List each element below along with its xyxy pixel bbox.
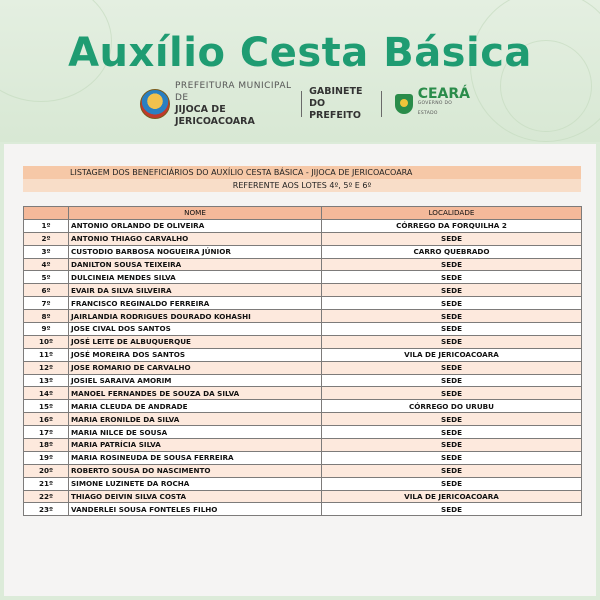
table-row <box>24 271 582 284</box>
table-row <box>24 297 582 310</box>
beneficiary-localidade: SEDE <box>322 297 582 310</box>
gabinete-line2: PREFEITO <box>309 110 361 121</box>
table-row <box>24 284 582 297</box>
beneficiary-name: JOSIEL SARAIVA AMORIM <box>69 374 322 387</box>
page-title: Auxílio Cesta Básica <box>68 30 532 76</box>
row-number: 6º <box>24 284 69 297</box>
row-number: 12º <box>24 361 69 374</box>
row-number: 1º <box>24 219 69 232</box>
beneficiary-name: DULCINEIA MENDES SILVA <box>69 271 322 284</box>
row-number: 23º <box>24 503 69 516</box>
column-header-localidade: LOCALIDADE <box>322 207 582 220</box>
row-number: 4º <box>24 258 69 271</box>
row-number: 3º <box>24 245 69 258</box>
column-header-nome: NOME <box>69 207 322 220</box>
row-number: 14º <box>24 387 69 400</box>
beneficiary-localidade: CÓRREGO DA FORQUILHA 2 <box>322 219 582 232</box>
table-header-row <box>24 207 582 220</box>
beneficiary-name: MARIA ERONILDE DA SILVA <box>69 413 322 426</box>
logo-divider <box>381 91 382 117</box>
table-row <box>24 503 582 516</box>
table-row <box>24 232 582 245</box>
beneficiary-name: EVAIR DA SILVA SILVEIRA <box>69 284 322 297</box>
column-header-number <box>24 207 69 220</box>
beneficiary-name: SIMONE LUZINETE DA ROCHA <box>69 477 322 490</box>
municipal-crest-icon <box>140 89 170 119</box>
beneficiary-name: THIAGO DEIVIN SILVA COSTA <box>69 490 322 503</box>
beneficiary-localidade: SEDE <box>322 387 582 400</box>
beneficiary-name: JOSE ROMARIO DE CARVALHO <box>69 361 322 374</box>
table-row <box>24 439 582 452</box>
beneficiary-name: MANOEL FERNANDES DE SOUZA DA SILVA <box>69 387 322 400</box>
prefeitura-line1: PREFEITURA MUNICIPAL DE <box>175 81 292 103</box>
table-row <box>24 335 582 348</box>
beneficiary-name: JAIRLANDIA RODRIGUES DOURADO KOHASHI <box>69 310 322 323</box>
list-title: LISTAGEM DOS BENEFICIÁRIOS DO AUXÍLIO CESTA BÁSICA - JIJOCA DE JERICOACOARA <box>23 166 581 179</box>
beneficiary-localidade: SEDE <box>322 335 582 348</box>
row-number: 20º <box>24 464 69 477</box>
table-row <box>24 490 582 503</box>
table-row <box>24 426 582 439</box>
beneficiary-name: JOSE CIVAL DOS SANTOS <box>69 323 322 336</box>
table-row <box>24 400 582 413</box>
row-number: 21º <box>24 477 69 490</box>
table-row <box>24 245 582 258</box>
row-number: 5º <box>24 271 69 284</box>
table-row <box>24 361 582 374</box>
ceara-subtitle: GOVERNO DO ESTADO <box>417 101 453 116</box>
beneficiary-localidade: SEDE <box>322 464 582 477</box>
beneficiary-localidade: SEDE <box>322 284 582 297</box>
beneficiary-name: VANDERLEI SOUSA FONTELES FILHO <box>69 503 322 516</box>
document-sheet <box>4 144 596 596</box>
beneficiary-name: MARIA NILCE DE SOUSA <box>69 426 322 439</box>
table-row <box>24 258 582 271</box>
row-number: 13º <box>24 374 69 387</box>
row-number: 17º <box>24 426 69 439</box>
table-row <box>24 310 582 323</box>
beneficiary-localidade: SEDE <box>322 413 582 426</box>
beneficiary-localidade: SEDE <box>322 310 582 323</box>
row-number: 19º <box>24 451 69 464</box>
beneficiary-localidade: VILA DE JERICOACOARA <box>322 348 582 361</box>
beneficiary-name: MARIA ROSINEUDA DE SOUSA FERREIRA <box>69 451 322 464</box>
beneficiary-name: CUSTODIO BARBOSA NOGUEIRA JÚNIOR <box>69 245 322 258</box>
gabinete-line1: GABINETE DO <box>309 86 363 109</box>
ceara-name: CEARÁ <box>417 86 470 102</box>
table-row <box>24 374 582 387</box>
row-number: 2º <box>24 232 69 245</box>
row-number: 18º <box>24 439 69 452</box>
beneficiary-localidade: VILA DE JERICOACOARA <box>322 490 582 503</box>
ceara-logo-text <box>417 86 470 119</box>
prefeitura-logo-text <box>175 80 294 128</box>
row-number: 15º <box>24 400 69 413</box>
beneficiary-name: FRANCISCO REGINALDO FERREIRA <box>69 297 322 310</box>
table-row <box>24 451 582 464</box>
prefeitura-line2: JIJOCA DE JERICOACOARA <box>175 104 255 127</box>
logo-divider <box>301 91 302 117</box>
beneficiary-localidade: SEDE <box>322 426 582 439</box>
row-number: 10º <box>24 335 69 348</box>
list-subtitle: REFERENTE AOS LOTES 4º, 5º E 6º <box>23 179 581 192</box>
beneficiary-localidade: SEDE <box>322 374 582 387</box>
beneficiaries-table <box>23 206 582 516</box>
beneficiary-name: JOSÉ MOREIRA DOS SANTOS <box>69 348 322 361</box>
beneficiary-name: MARIA CLEUDA DE ANDRADE <box>69 400 322 413</box>
table-row <box>24 387 582 400</box>
beneficiary-localidade: SEDE <box>322 439 582 452</box>
table-row <box>24 348 582 361</box>
row-number: 9º <box>24 323 69 336</box>
table-row <box>24 477 582 490</box>
beneficiary-name: MARIA PATRÍCIA SILVA <box>69 439 322 452</box>
beneficiary-localidade: SEDE <box>322 323 582 336</box>
gabinete-logo-text <box>309 86 374 122</box>
beneficiary-localidade: CÓRREGO DO URUBU <box>322 400 582 413</box>
row-number: 16º <box>24 413 69 426</box>
beneficiary-name: ANTONIO ORLANDO DE OLIVEIRA <box>69 219 322 232</box>
row-number: 7º <box>24 297 69 310</box>
row-number: 22º <box>24 490 69 503</box>
beneficiary-localidade: SEDE <box>322 477 582 490</box>
row-number: 11º <box>24 348 69 361</box>
beneficiary-name: ANTONIO THIAGO CARVALHO <box>69 232 322 245</box>
beneficiary-name: JOSÉ LEITE DE ALBUQUERQUE <box>69 335 322 348</box>
beneficiary-localidade: SEDE <box>322 258 582 271</box>
beneficiary-localidade: SEDE <box>322 451 582 464</box>
beneficiary-localidade: CARRO QUEBRADO <box>322 245 582 258</box>
table-row <box>24 464 582 477</box>
header-banner <box>0 0 600 142</box>
beneficiary-name: ROBERTO SOUSA DO NASCIMENTO <box>69 464 322 477</box>
table-row <box>24 219 582 232</box>
logo-bar <box>140 81 470 127</box>
table-row <box>24 323 582 336</box>
beneficiary-name: DANILTON SOUSA TEIXEIRA <box>69 258 322 271</box>
ceara-emblem-icon <box>395 94 413 114</box>
beneficiary-localidade: SEDE <box>322 503 582 516</box>
table-row <box>24 413 582 426</box>
beneficiary-localidade: SEDE <box>322 232 582 245</box>
beneficiary-localidade: SEDE <box>322 271 582 284</box>
row-number: 8º <box>24 310 69 323</box>
beneficiary-localidade: SEDE <box>322 361 582 374</box>
